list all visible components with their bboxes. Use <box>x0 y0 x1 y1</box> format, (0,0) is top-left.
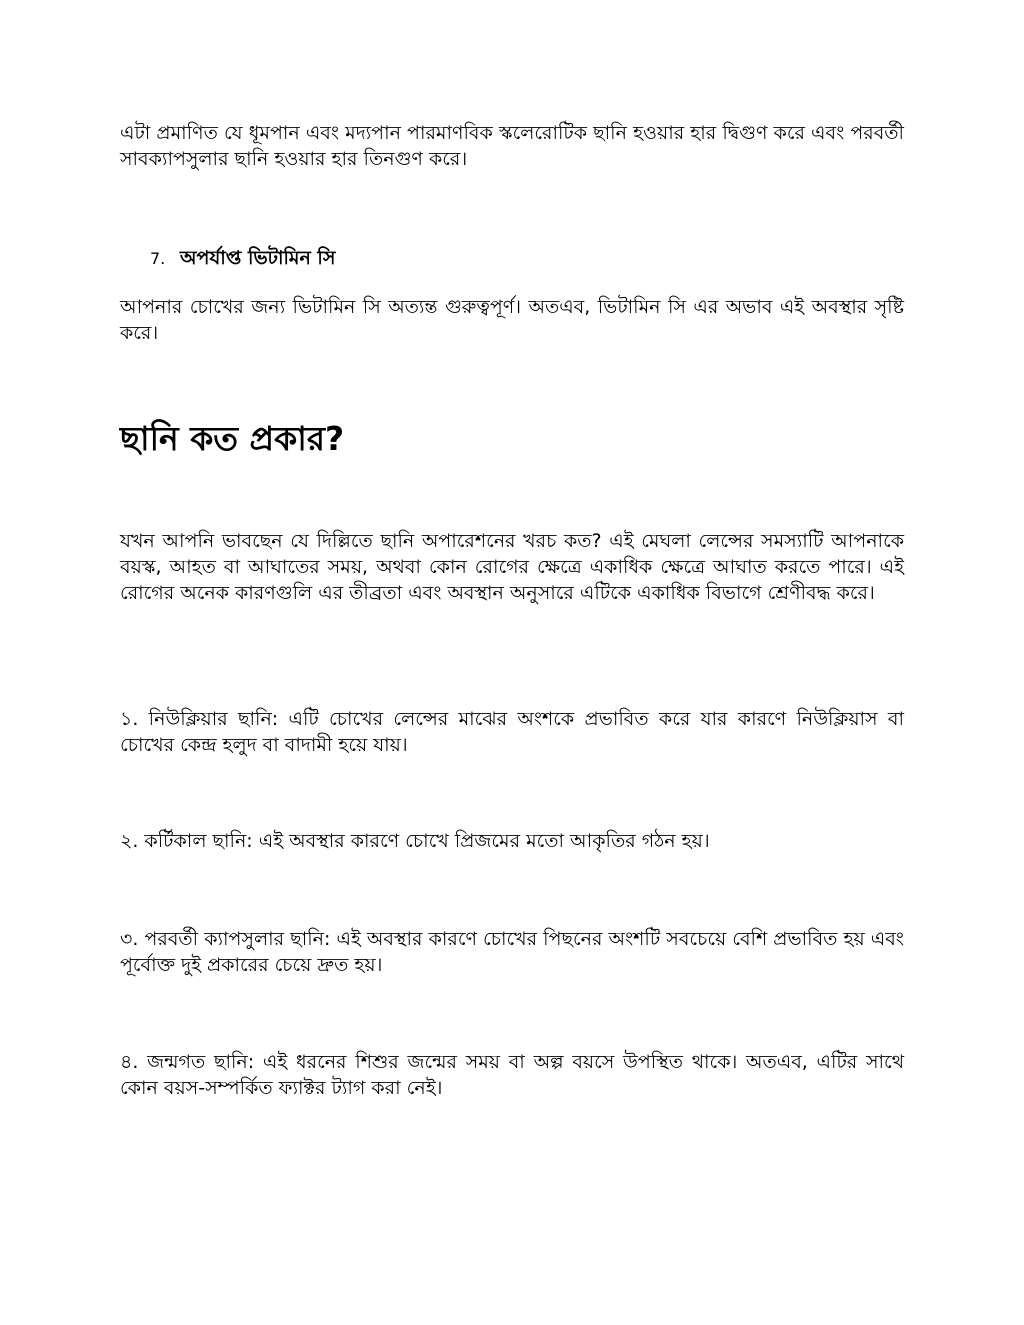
paragraph-congenital-cataract: ৪. জন্মগত ছানি: এই ধরনের শিশুর জন্মের সময় বা অল্প বয়সে উপস্থিত থাকে। অতএব, এটির সাথে কোন বয়স-সম্পর্কিত ফ্যাক্টর ট্যাগ করা নেই। <box>120 1051 904 1099</box>
list-number: 7. <box>150 249 166 268</box>
paragraph-cortical-cataract: ২. কর্টিকাল ছানি: এই অবস্থার কারণে চোখে প্রিজমের মতো আকৃতির গঠন হয়। <box>120 830 710 852</box>
paragraph-posterior-capsular-cataract: ৩. পরবর্তী ক্যাপসুলার ছানি: এই অবস্থার কারণে চোখের পিছনের অংশটি সবচেয়ে বেশি প্রভাবিত হয় এবং পূর্বোক্ত দুই প্রকারের চেয়ে দ্রুত হয়। <box>120 928 904 976</box>
list-item-title: অপর্যাপ্ত ভিটামিন সি <box>180 247 336 269</box>
section-heading: ছানি কত প্রকার? <box>120 419 345 458</box>
list-item-vitamin-c <box>150 245 850 272</box>
paragraph-nuclear-cataract: ১. নিউক্লিয়ার ছানি: এটি চোখের লেন্সের মাঝের অংশকে প্রভাবিত করে যার কারণে নিউক্লিয়াস বা চোখের কেন্দ্র হলুদ বা বাদামী হয়ে যায়। <box>120 708 904 756</box>
paragraph-types-intro: যখন আপনি ভাবছেন যে দিল্লিতে ছানি অপারেশনের খরচ কত? এই মেঘলা লেন্সের সমস্যাটি আপনাকে বয়স্ক, আহত বা আঘাতের সময়, অথবা কোন রোগের ক্ষেত্রে একাধিক ক্ষেত্রে আঘাত করতে পারে। এই রোগের অনেক কারণগুলি এর তীব্রতা এবং অবস্থান অনুসারে এটিকে একাধিক বিভাগে শ্রেণীবদ্ধ করে। <box>120 530 904 604</box>
paragraph-smoking-alcohol: এটা প্রমাণিত যে ধূমপান এবং মদ্যপান পারমাণবিক স্কলেরোটিক ছানি হওয়ার হার দ্বিগুণ করে এবং পরবর্তী সাবক্যাপসুলার ছানি হওয়ার হার তিনগুণ করে। <box>120 122 904 170</box>
paragraph-vitamin-c: আপনার চোখের জন্য ভিটামিন সি অত্যন্ত গুরুত্বপূর্ণ। অতএব, ভিটামিন সি এর অভাব এই অবস্থার সৃষ্টি করে। <box>120 296 904 344</box>
